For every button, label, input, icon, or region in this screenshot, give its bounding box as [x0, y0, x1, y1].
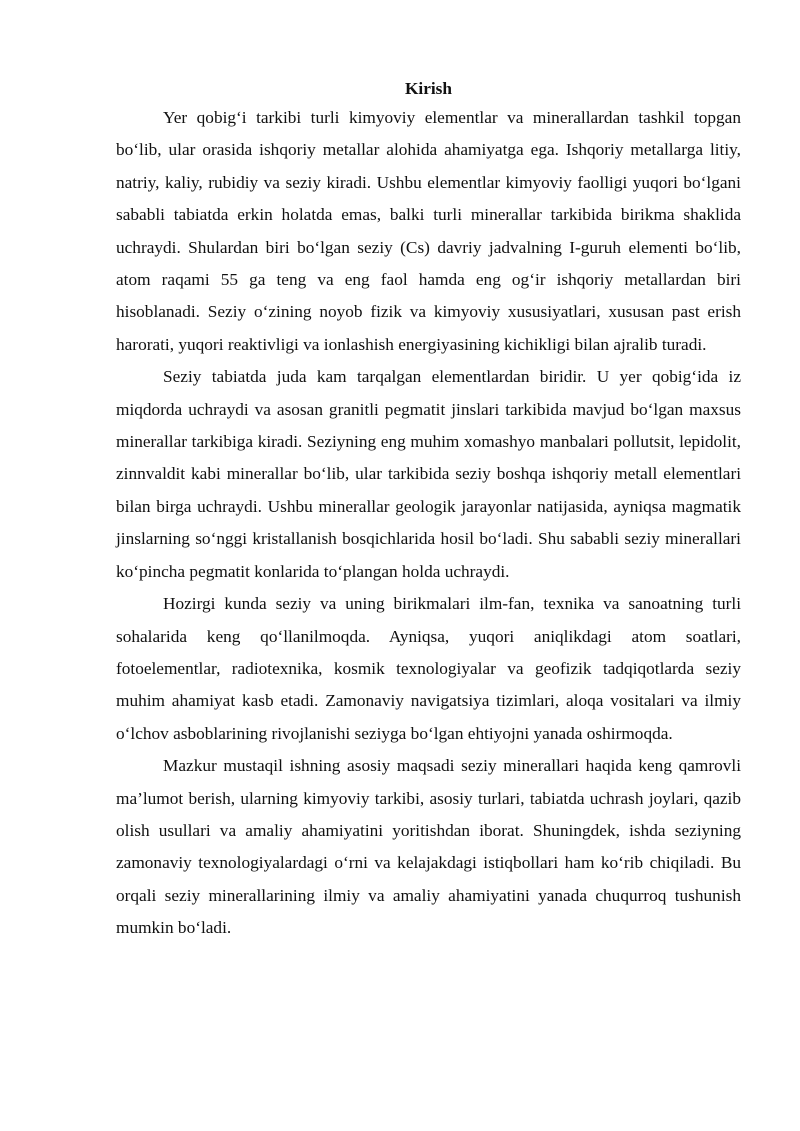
paragraph-applications: Hozirgi kunda seziy va uning birikmalari ilm-fan, texnika va sanoatning turli sohalarida keng qo‘llanilmoqda. Ayniqsa, yuqori aniqlikdagi atom soatlari, fotoelementlar, radiotexnika, kosmik texnologiyalar va geofizik tadqiqotlarda seziy muhim ahamiyat kasb etadi. Zamonaviy navigatsiya tizimlari, aloqa vositalari va ilmiy o‘lchov asboblarining rivojlanishi seziyga bo‘lgan ehtiyojni yanada oshirmoqda.: [116, 594, 741, 743]
paragraph-purpose: Mazkur mustaqil ishning asosiy maqsadi seziy minerallari haqida keng qamrovli ma’lumot berish, ularning kimyoviy tarkibi, asosiy turlari, tabiatda uchrash joylari, qazib olish usullari va amaliy ahamiyatini yoritishdan iborat. Shuningdek, ishda seziyning zamonaviy texnologiyalardagi o‘rni va kelajakdagi istiqbollari ham ko‘rib chiqiladi. Bu orqali seziy minerallarining ilmiy va amaliy ahamiyatini yanada chuqurroq tushunish mumkin bo‘ladi.: [116, 756, 741, 938]
page-title: Kirish: [404, 79, 453, 98]
document-page: [116, 76, 741, 945]
paragraph-occurrence: Seziy tabiatda juda kam tarqalgan elementlardan biridir. U yer qobig‘ida iz miqdorda uchraydi va asosan granitli pegmatit jinslari tarkibida mavjud bo‘lgan maxsus minerallar tarkibiga kiradi. Seziyning eng muhim xomashyo manbalari pollutsit, lepidolit, zinnvaldit kabi minerallar bo‘lib, ular tarkibida seziy boshqa ishqoriy metall elementlari bilan birga uchraydi. Ushbu minerallar geologik jarayonlar natijasida, ayniqsa magmatik jinslarning so‘nggi kristallanish bosqichlarida hosil bo‘ladi. Shu sababli seziy minerallari ko‘pincha pegmatit konlarida to‘plangan holda uchraydi.: [116, 367, 741, 581]
paragraph-introduction: Yer qobig‘i tarkibi turli kimyoviy elementlar va minerallardan tashkil topgan bo‘lib, ular orasida ishqoriy metallar alohida ahamiyatga ega. Ishqoriy metallarga litiy, natriy, kaliy, rubidiy va seziy kiradi. Ushbu elementlar kimyoviy faolligi yuqori bo‘lgani sababli tabiatda erkin holatda emas, balki turli minerallar tarkibida birikma shaklida uchraydi. Shulardan biri bo‘lgan seziy (Cs) davriy jadvalning I-guruh elementi bo‘lib, atom raqami 55 ga teng va eng faol hamda eng og‘ir ishqoriy metallardan biri hisoblanadi. Seziy o‘zining noyob fizik va kimyoviy xususiyatlari, xususan past erish harorati, yuqori reaktivligi va ionlashish energiyasining kichikligi bilan ajralib turadi.: [116, 108, 741, 354]
